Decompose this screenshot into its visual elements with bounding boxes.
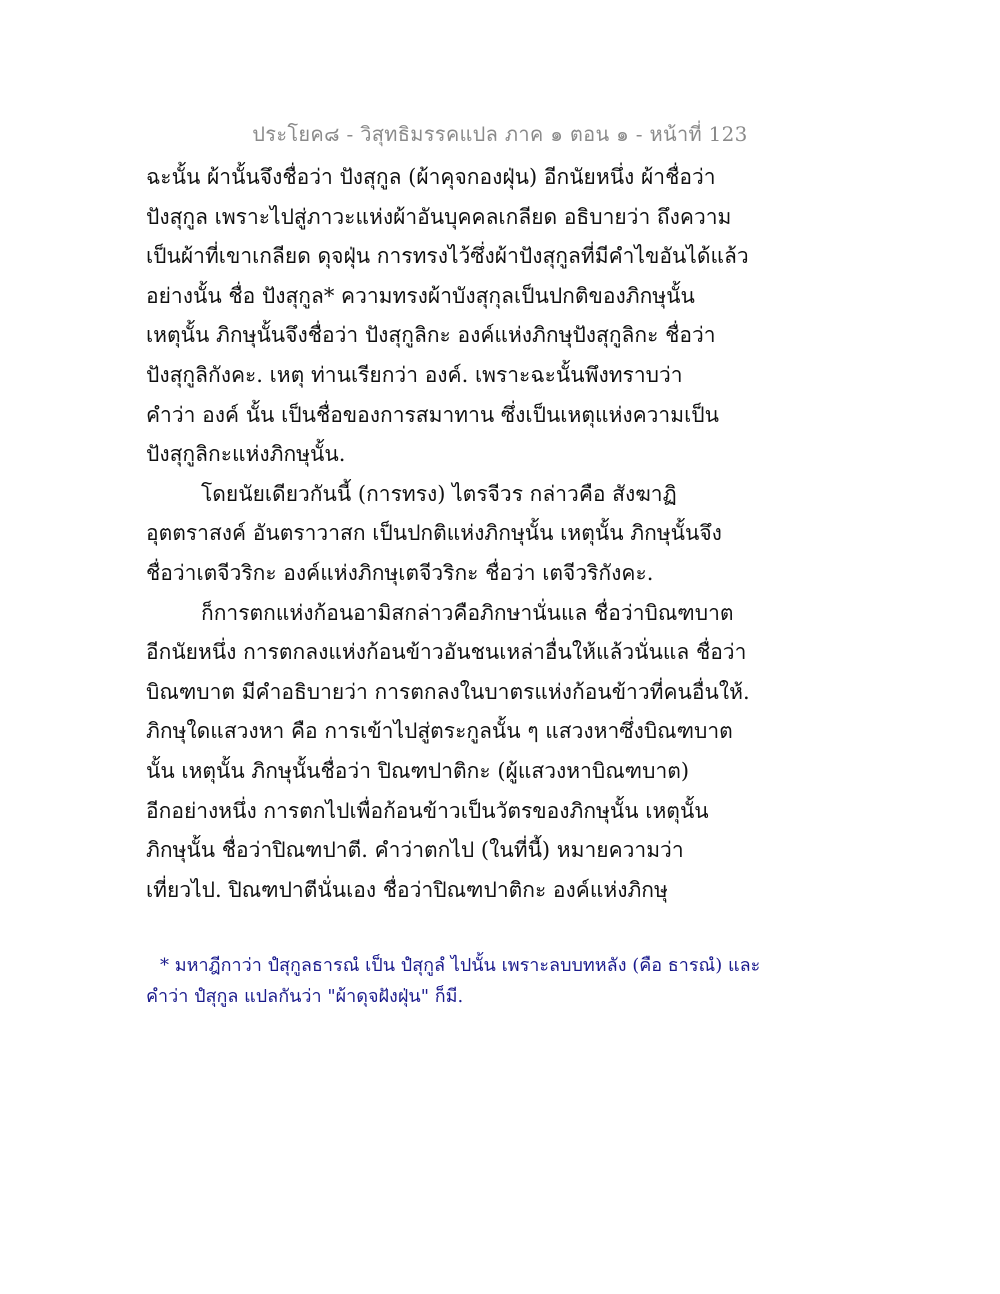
- text-line: ปังสุกูล เพราะไปสู่ภาวะแห่งผ้าอันบุคคลเกลียด อธิบายว่า ถึงความ: [146, 204, 732, 229]
- text-line: ปังสุกูลิกะแห่งภิกษุนั้น.: [146, 442, 346, 467]
- text-line: คำว่า องค์ นั้น เป็นชื่อของการสมาทาน ซึ่งเป็นเหตุแห่งความเป็น: [146, 402, 719, 427]
- text-line: อย่างนั้น ชื่อ ปังสุกูล* ความทรงผ้าบังสุกุลเป็นปกติของภิกษุนั้น: [146, 283, 695, 308]
- body-text: [146, 158, 750, 910]
- text-line: ฉะนั้น ผ้านั้นจึงชื่อว่า ปังสุกูล (ผ้าคุจกองฝุ่น) อีกนัยหนึ่ง ผ้าชื่อว่า: [146, 165, 716, 189]
- text-line: ภิกษุนั้น ชื่อว่าปิณฑปาตี. คำว่าตกไป (ในที่นี้) หมายความว่า: [146, 838, 684, 863]
- paragraph-3-first-line: ก็การตกแห่งก้อนอามิสกล่าวคือภิกษานั่นแล ชื่อว่าบิณฑบาต: [201, 600, 734, 625]
- text-line: นั้น เหตุนั้น ภิกษุนั้นชื่อว่า ปิณฑปาติกะ (ผู้แสวงหาบิณฑบาต): [146, 758, 690, 783]
- footnote-line: คำว่า ปํสุกูล แปลกันว่า "ผ้าดุจฝังฝุ่น" ก็มี.: [146, 986, 464, 1007]
- text-line: เหตุนั้น ภิกษุนั้นจึงชื่อว่า ปังสุกูลิกะ องค์แห่งภิกษุปังสุกูลิกะ ชื่อว่า: [146, 323, 716, 348]
- text-line: ชื่อว่าเตจีวริกะ องค์แห่งภิกษุเตจีวริกะ ชื่อว่า เตจีวริกังคะ.: [146, 560, 654, 585]
- text-line: เที่ยวไป. ปิณฑปาตีนั่นเอง ชื่อว่าปิณฑปาติกะ องค์แห่งภิกษุ: [146, 877, 668, 902]
- text-line: อีกอย่างหนึ่ง การตกไปเพื่อก้อนข้าวเป็นวัตรของภิกษุนั้น เหตุนั้น: [146, 798, 709, 823]
- footnote: [146, 950, 786, 1012]
- footnote-line: * มหาฎีกาว่า ปํสุกูลธารณํ เป็น ปํสุกูลํ ไปนั้น เพราะลบบทหลัง (คือ ธารณํ) และ: [160, 955, 761, 976]
- paragraph-2-first-line: โดยนัยเดียวกันนี้ (การทรง) ไตรจีวร กล่าวคือ สังฆาฏิ: [201, 481, 677, 506]
- page-header: ประโยค๘ - วิสุทธิมรรคแปล ภาค ๑ ตอน ๑ - หน้าที่ 123: [252, 122, 748, 146]
- text-line: บิณฑบาต มีคำอธิบายว่า การตกลงในบาตรแห่งก้อนข้าวที่คนอื่นให้.: [146, 679, 750, 704]
- text-line: เป็นผ้าที่เขาเกลียด ดุจฝุ่น การทรงไว้ซึ่งผ้าปังสุกูลที่มีคำไขอันได้แล้ว: [146, 244, 749, 269]
- text-line: อีกนัยหนึ่ง การตกลงแห่งก้อนข้าวอันชนเหล่าอื่นให้แล้วนั่นแล ชื่อว่า: [146, 640, 747, 665]
- text-line: ปังสุกูลิกังคะ. เหตุ ท่านเรียกว่า องค์. เพราะฉะนั้นพึงทราบว่า: [146, 362, 683, 387]
- text-line: ภิกษุใดแสวงหา คือ การเข้าไปสู่ตระกูลนั้น ๆ แสวงหาซึ่งบิณฑบาต: [146, 719, 733, 744]
- text-line: อุตตราสงค์ อันตราวาสก เป็นปกติแห่งภิกษุนั้น เหตุนั้น ภิกษุนั้นจึง: [146, 521, 722, 546]
